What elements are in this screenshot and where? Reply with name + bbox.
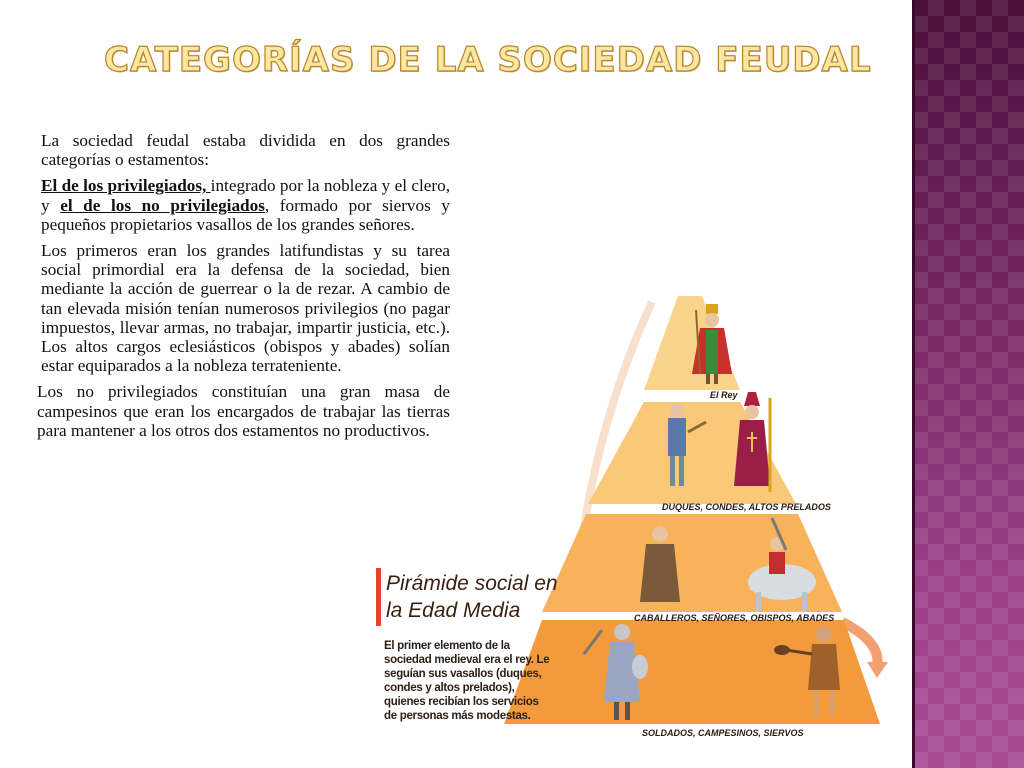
- slide-title: CATEGORÍAS DE LA SOCIEDAD FEUDAL: [104, 40, 872, 80]
- tier-label-third: CABALLEROS, SEÑORES, OBISPOS, ABADES: [634, 613, 835, 623]
- social-pyramid-figure: [372, 282, 892, 744]
- underlined-no-privilegiados: el de los no privilegiados: [60, 195, 265, 215]
- paragraph-privilegiados: Los primeros eran los grandes latifundistas y su tarea social primordial era la defensa de la sociedad, bien mediante la acción de guerrear o la de rezar. A cambio de tan elevada misión tenían numerosos privilegios (no pagar impuestos, llevar armas, no trabajar, impartir justicia, etc.). Los altos cargos eclesiásticos (obispos y abades) solían estar equiparados a la nobleza terrateniente.: [41, 241, 450, 376]
- paragraph-estamentos: El de los privilegiados, integrado por la nobleza y el clero, y el de los no privilegiados, formado por siervos y pequeños propietarios vasallos de los grandes señores.: [41, 176, 450, 234]
- decorative-side-band: [912, 0, 1024, 768]
- tier-label-bottom: SOLDADOS, CAMPESINOS, SIERVOS: [642, 728, 804, 738]
- underlined-privilegiados: El de los privilegiados,: [41, 176, 211, 196]
- figure-heading: Pirámide social en la Edad Media: [386, 572, 558, 622]
- paragraph-intro: La sociedad feudal estaba dividida en dos grandes categorías o estamentos:: [41, 131, 450, 170]
- tier-label-top: El Rey: [710, 390, 738, 400]
- figure-caption: El primer elemento de la sociedad medieval era el rey. Le seguían sus vasallos (duques, condes y altos prelados), quienes recibían los servicios de personas más modestas.: [384, 640, 550, 722]
- tier-label-second: DUQUES, CONDES, ALTOS PRELADOS: [662, 502, 831, 512]
- arrow-right-head: [867, 662, 888, 678]
- paragraph-no-privilegiados: Los no privilegiados constituían una gran masa de campesinos que eran los encargados de trabajar las tierras para mantener a los otros dos estamentos no productivos.: [37, 382, 450, 440]
- figure-heading-bar: [376, 568, 381, 626]
